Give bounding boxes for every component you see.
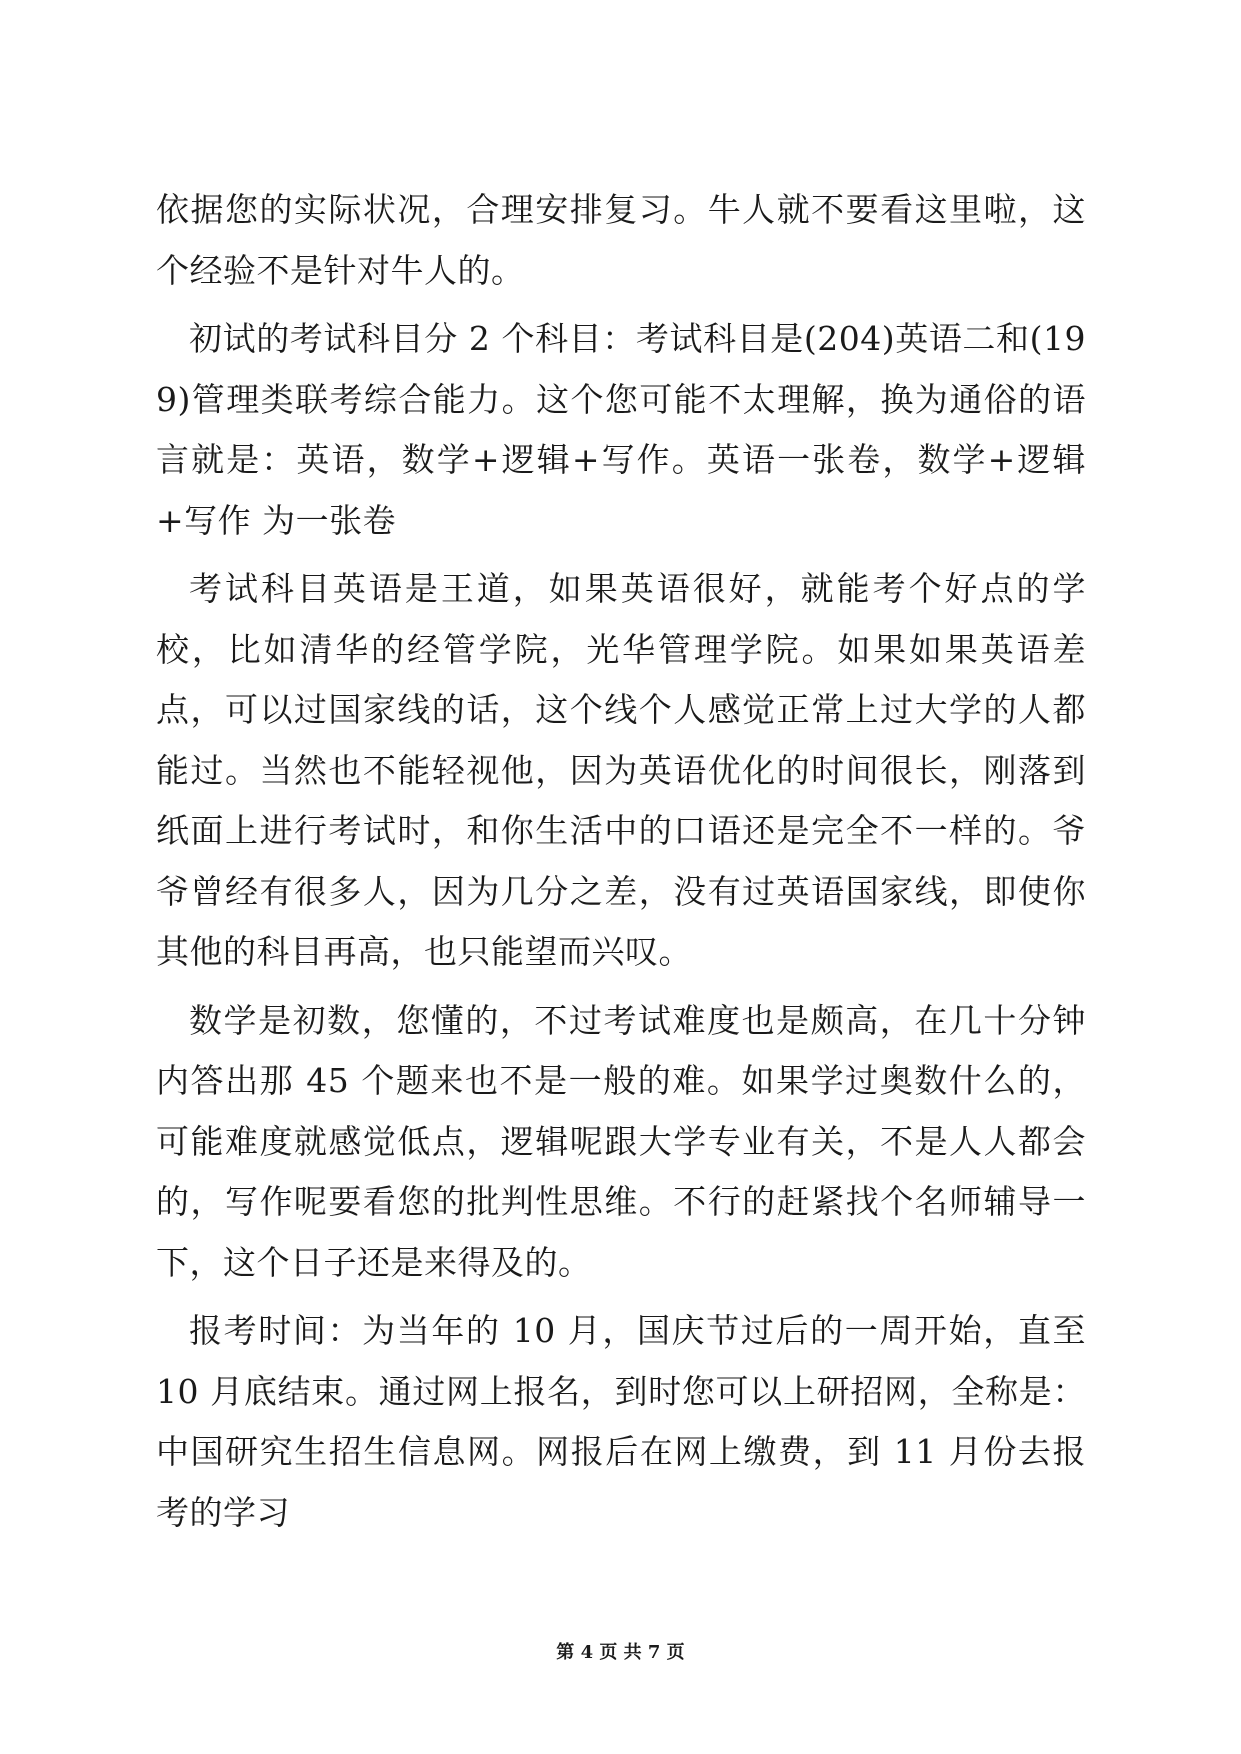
paragraph-exam-subjects: 初试的考试科目分 2 个科目：考试科目是(204)英语二和(199)管理类联考综合能力。这个您可能不太理解，换为通俗的语言就是：英语，数学+逻辑+写作。英语一张卷，数学+逻辑+写作 为一张卷	[156, 319, 1086, 540]
document-body	[156, 180, 1097, 1543]
page-number-footer: 第 4 页 共 7 页	[556, 1642, 685, 1663]
paragraph-math: 数学是初数，您懂的，不过考试难度也是颇高，在几十分钟内答出那 45 个题来也不是一般的难。如果学过奥数什么的，可能难度就感觉低点，逻辑呢跟大学专业有关，不是人人都会的，写作呢要看您的批判性思维。不行的赶紧找个名师辅导一下，这个日子还是来得及的。	[156, 1000, 1086, 1282]
paragraph-continuation: 依据您的实际状况，合理安排复习。牛人就不要看这里啦，这个经验不是针对牛人的。	[156, 190, 1086, 290]
paragraph-english: 考试科目英语是王道，如果英语很好，就能考个好点的学校，比如清华的经管学院，光华管理学院。如果如果英语差点，可以过国家线的话，这个线个人感觉正常上过大学的人都能过。当然也不能轻视他，因为英语优化的时间很长，刚落到纸面上进行考试时，和你生活中的口语还是完全不一样的。爷爷曾经有很多人，因为几分之差，没有过英语国家线，即使你其他的科目再高，也只能望而兴叹。	[156, 569, 1086, 971]
paragraph-registration: 报考时间：为当年的 10 月，国庆节过后的一周开始，直至 10 月底结束。通过网上报名，到时您可以上研招网，全称是：中国研究生招生信息网。网报后在网上缴费，到 11 月份去报考的学习	[156, 1311, 1097, 1532]
